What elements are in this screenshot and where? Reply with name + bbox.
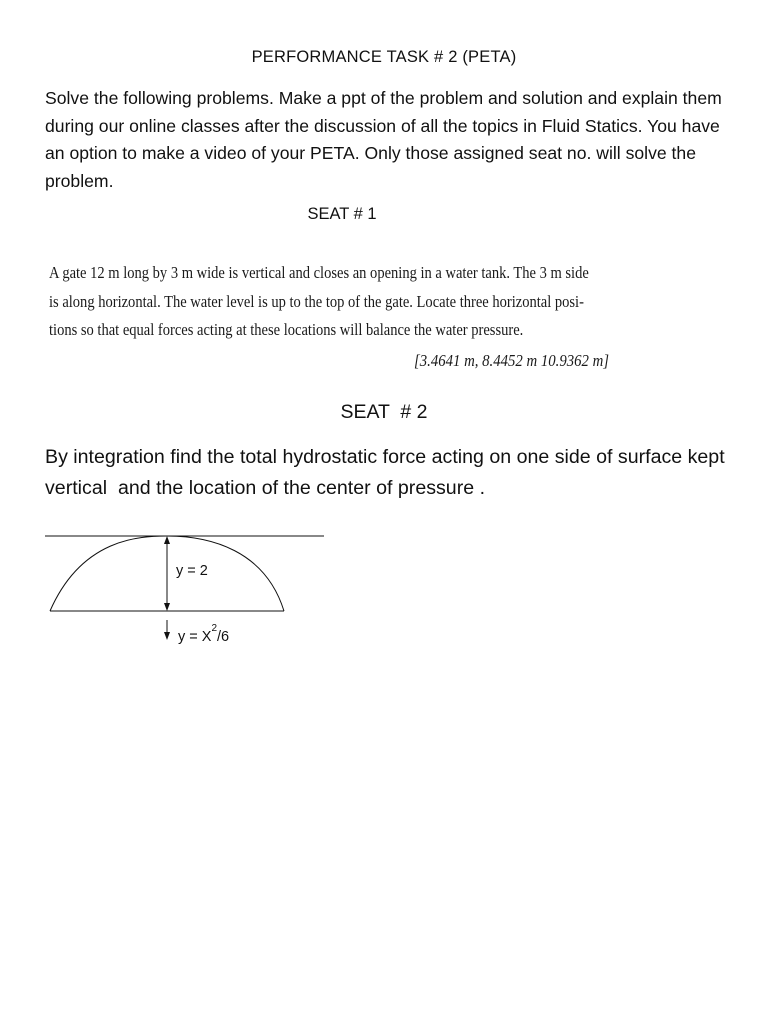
seat-1-problem-line: is along horizontal. The water level is up to the top of the gate. Locate three horizontal posi- — [49, 291, 584, 311]
seat-1-problem-line: A gate 12 m long by 3 m wide is vertical and closes an opening in a water tank. The 3 m side — [49, 263, 589, 282]
curve-equation-label — [178, 623, 229, 645]
seat-1-answer: [3.4641 m, 8.4452 m 10.9362 m] — [414, 351, 610, 370]
document-title: PERFORMANCE TASK # 2 (PETA) — [251, 48, 517, 66]
arrow-down-icon — [164, 603, 170, 611]
seat-2-heading: SEAT # 2 — [340, 401, 428, 423]
figure-svg — [40, 528, 340, 650]
arrow-down-small-icon — [164, 632, 170, 640]
seat-1-problem-line: tions so that equal forces acting at these locations will balance the water pressure. — [49, 320, 524, 339]
seat-2-problem: By integration find the total hydrostatic force acting on one side of surface kept vertical and the location of the center of pressure . — [45, 446, 731, 499]
depth-label: y = 2 — [176, 563, 208, 579]
seat-1-heading: SEAT # 1 — [307, 205, 377, 223]
curve-equation-exponent: 2 — [211, 623, 218, 634]
curve-equation-base: y = X — [178, 629, 212, 645]
arrow-up-icon — [164, 536, 170, 544]
parabolic-surface-figure — [40, 528, 340, 650]
instructions-paragraph: Solve the following problems. Make a ppt of the problem and solution and explain them during our online classes after the discussion of all the topics in Fluid Statics. You have an option to make a video of your PETA. Only those assigned seat no. will solve the problem. — [45, 88, 722, 191]
curve-equation-tail: /6 — [217, 629, 230, 645]
seat-1-problem — [49, 259, 589, 345]
